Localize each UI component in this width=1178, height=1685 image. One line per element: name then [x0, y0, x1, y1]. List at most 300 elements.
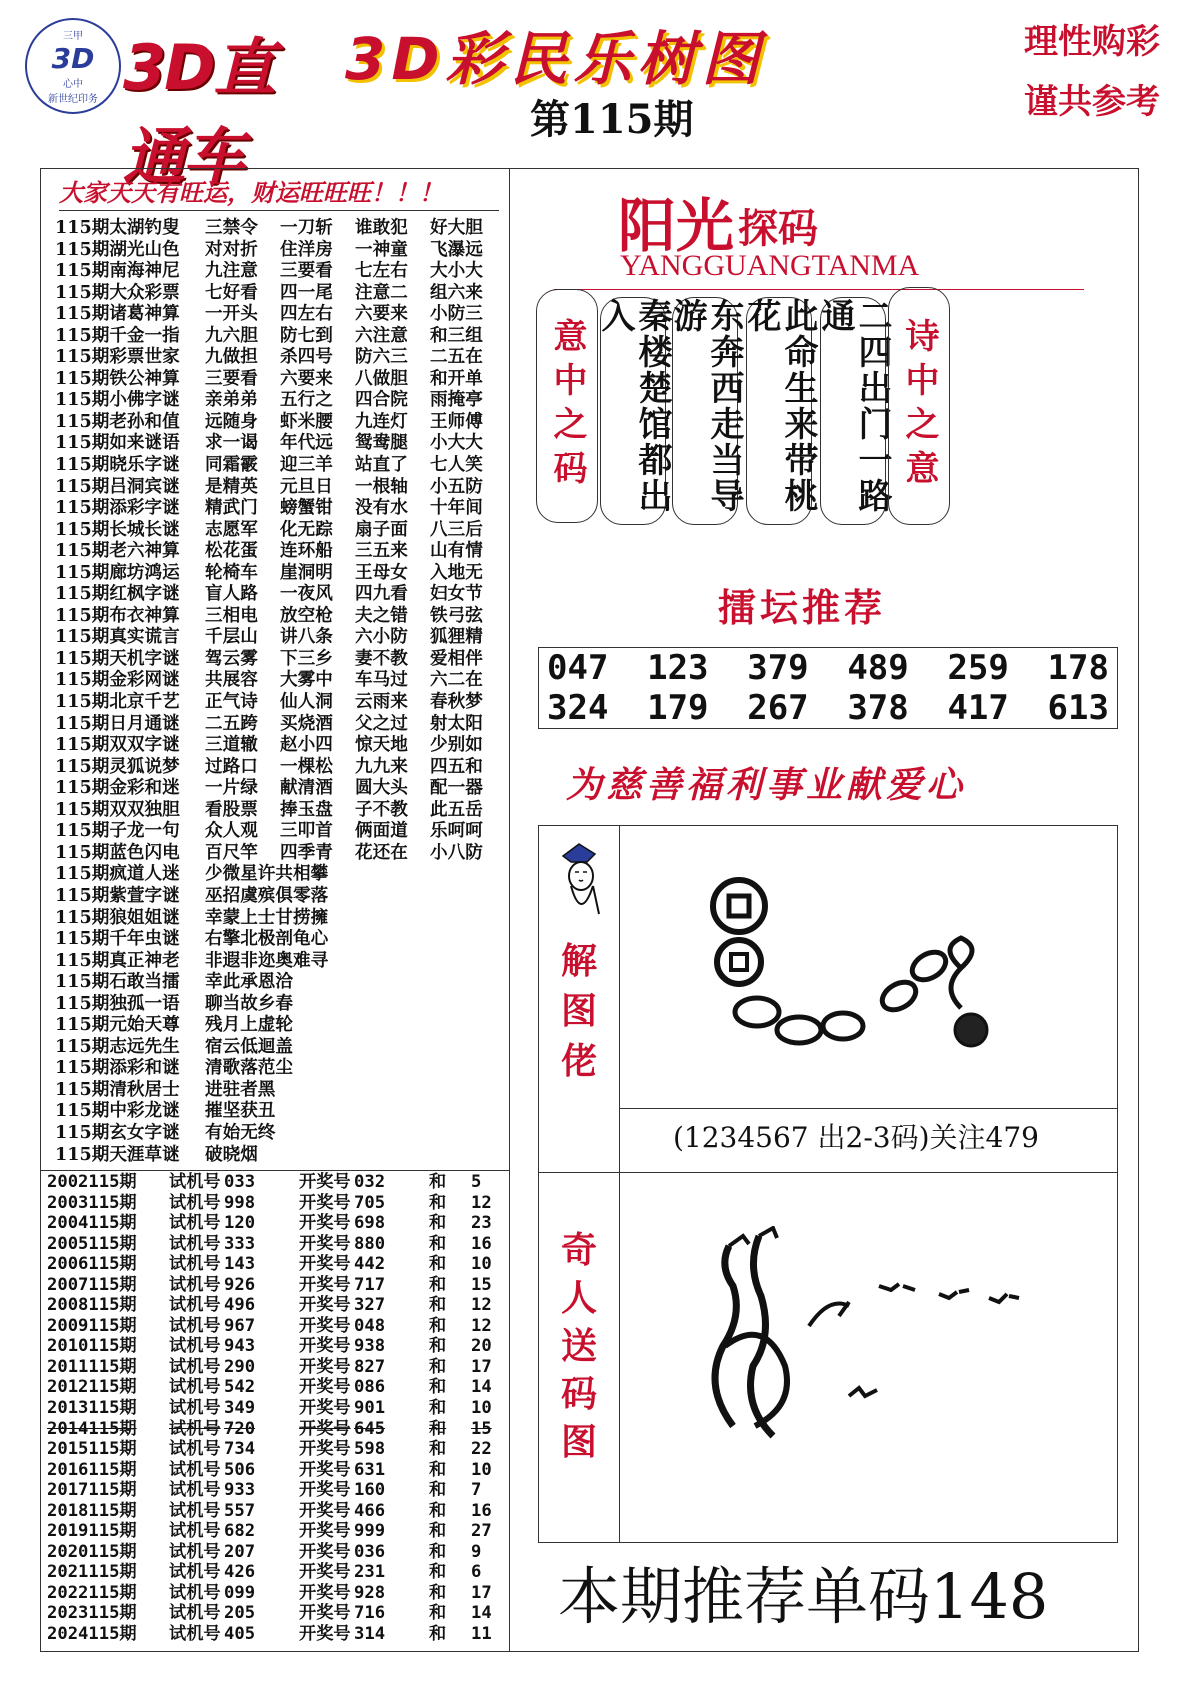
sum-value: 14	[471, 1377, 492, 1398]
riddle-row	[55, 669, 505, 691]
jietu-char: 解	[560, 940, 597, 982]
sum-value: 7	[471, 1480, 482, 1501]
riddle-row	[55, 368, 505, 390]
riddle-clue: 三要看	[280, 260, 333, 282]
riddle-clue: 配一器	[430, 777, 483, 799]
trial-label: 试机号	[169, 1624, 221, 1645]
trial-number: 557	[224, 1500, 256, 1521]
riddle-panel	[40, 168, 510, 1652]
draw-label: 开奖号	[299, 1521, 351, 1542]
riddle-source: 115期疯道人迷	[55, 863, 180, 885]
riddle-clue: 九注意	[205, 260, 258, 282]
trial-number: 205	[224, 1603, 256, 1624]
riddle-source: 115期蓝色闪电	[55, 841, 180, 863]
draw-period: 2019115期	[47, 1521, 137, 1542]
riddle-row	[55, 713, 505, 735]
riddle-clue: 四一尾	[280, 281, 333, 303]
riddle-clue: 防七到	[280, 324, 333, 346]
riddle-clue: 和三组	[430, 324, 483, 346]
tips-panel	[508, 168, 1139, 1652]
poem-col-1	[595, 297, 672, 525]
riddle-source: 115期天涯草谜	[55, 1143, 180, 1165]
recommend-number: 417	[947, 688, 1009, 728]
draw-number: 598	[354, 1439, 386, 1460]
riddle-row	[55, 519, 505, 541]
riddle-clue: 幸此承恩洽	[205, 971, 293, 993]
sum-value: 12	[471, 1192, 492, 1213]
logo-title: 3D直通车	[123, 31, 274, 193]
qiren-char: 码	[560, 1373, 597, 1415]
riddle-row	[55, 1057, 505, 1079]
banner: 大家天天有旺运，财运旺旺旺！！！	[59, 173, 499, 211]
riddle-row	[55, 411, 505, 433]
numbers-row-1	[539, 648, 1117, 688]
draw-number: 442	[354, 1254, 386, 1275]
riddle-row	[55, 1122, 505, 1144]
riddle-row	[55, 820, 505, 842]
draw-row	[47, 1501, 501, 1522]
draw-period: 2004115期	[47, 1213, 137, 1234]
draw-label: 开奖号	[299, 1356, 351, 1377]
draw-row	[47, 1193, 501, 1214]
draw-row	[47, 1377, 501, 1398]
recommend-number: 613	[1047, 688, 1109, 728]
riddle-source: 115期千金一指	[55, 324, 180, 346]
single-code-recommend: 本期推荐单码148	[558, 1560, 1049, 1633]
logo-emblem-bottom-text: 新世纪印务	[48, 94, 98, 105]
riddle-row	[55, 583, 505, 605]
riddle-clue: 好大胆	[430, 217, 483, 238]
riddle-clue: 年代远	[280, 432, 333, 454]
riddle-clue: 元旦日	[280, 475, 333, 497]
riddle-clue: 云雨来	[355, 691, 408, 713]
riddle-clue: 聊当故乡春	[205, 992, 293, 1014]
riddle-source: 115期千年虫谜	[55, 928, 180, 950]
riddle-clue: 防六三	[355, 346, 408, 368]
riddle-clue: 入地无	[430, 561, 483, 583]
draw-period: 2012115期	[47, 1377, 137, 1398]
trial-label: 试机号	[169, 1398, 221, 1419]
riddle-list	[55, 217, 505, 1165]
logo-emblem-3d: 3D	[51, 42, 95, 75]
riddle-clue: 过路口	[205, 755, 258, 777]
riddle-clue: 小防三	[430, 303, 483, 325]
trial-number: 682	[224, 1521, 256, 1542]
sum-label: 和	[429, 1336, 447, 1357]
riddle-clue: 六小防	[355, 626, 408, 648]
riddle-clue: 六二在	[430, 669, 483, 691]
riddle-clue: 住洋房	[280, 238, 333, 260]
riddle-row	[55, 756, 505, 778]
draw-period: 2003115期	[47, 1192, 137, 1213]
sum-label: 和	[429, 1521, 447, 1542]
draw-period: 2011115期	[47, 1356, 137, 1377]
draw-period: 2020115期	[47, 1541, 137, 1562]
riddle-clue: 同霜霰	[205, 454, 258, 476]
riddle-source: 115期添彩字谜	[55, 497, 180, 519]
riddle-source: 115期小佛字谜	[55, 389, 180, 411]
trial-number: 998	[224, 1192, 256, 1213]
riddle-source: 115期添彩和谜	[55, 1057, 180, 1079]
riddle-clue: 四左右	[280, 303, 333, 325]
draw-period: 2022115期	[47, 1582, 137, 1603]
riddle-source: 115期子龙一句	[55, 820, 180, 842]
riddle-clue: 讲八条	[280, 626, 333, 648]
riddle-row	[55, 303, 505, 325]
trial-label: 试机号	[169, 1603, 221, 1624]
hint-text: (1234567 出2-3码)关注479	[673, 1121, 1039, 1154]
riddle-clue: 圆大头	[355, 777, 408, 799]
history-draws-table	[47, 1172, 501, 1645]
draw-period: 2002115期	[47, 1172, 137, 1192]
riddle-row	[55, 497, 505, 519]
riddle-clue: 盲人路	[205, 583, 258, 605]
main-title: 3D彩民乐树图	[345, 25, 766, 93]
sum-label: 和	[429, 1356, 447, 1377]
riddle-source: 115期湖光山色	[55, 238, 180, 260]
sum-value: 10	[471, 1398, 492, 1419]
draw-row	[47, 1542, 501, 1563]
riddle-clue: 四九看	[355, 583, 408, 605]
logo-area	[25, 12, 305, 193]
draw-label: 开奖号	[299, 1398, 351, 1419]
riddle-source: 115期北京千艺	[55, 691, 180, 713]
draw-number: 314	[354, 1624, 386, 1645]
riddle-source: 115期老六神算	[55, 540, 180, 562]
draw-row	[47, 1316, 501, 1337]
draw-number: 032	[354, 1172, 386, 1192]
trial-label: 试机号	[169, 1562, 221, 1583]
riddle-row	[55, 734, 505, 756]
jietu-char: 图	[560, 990, 597, 1032]
riddle-clue: 此五岳	[430, 798, 483, 820]
draw-period: 2014115期	[47, 1418, 137, 1439]
draw-period: 2008115期	[47, 1295, 137, 1316]
draw-row	[47, 1172, 501, 1193]
riddle-clue: 站直了	[355, 454, 408, 476]
recommend-number: 259	[947, 648, 1009, 688]
riddle-clue: 小五防	[430, 475, 483, 497]
riddle-clue: 志愿军	[205, 518, 258, 540]
trial-number: 290	[224, 1356, 256, 1377]
draw-row	[47, 1624, 501, 1645]
draw-number: 160	[354, 1480, 386, 1501]
trial-number: 933	[224, 1480, 256, 1501]
riddle-source: 115期双双独胆	[55, 798, 180, 820]
riddle-row	[55, 648, 505, 670]
sum-value: 12	[471, 1315, 492, 1336]
draw-period: 2007115期	[47, 1274, 137, 1295]
scholar-icon	[553, 842, 605, 922]
jietu-char: 佬	[560, 1040, 597, 1082]
draw-label: 开奖号	[299, 1336, 351, 1357]
draw-label: 开奖号	[299, 1562, 351, 1583]
riddle-clue: 虾米腰	[280, 410, 333, 432]
riddle-source: 115期如来谜语	[55, 432, 180, 454]
crane-birds-drawing	[689, 1226, 1109, 1446]
logo-emblem-right-text: 心中	[63, 79, 83, 90]
riddle-row	[55, 993, 505, 1015]
riddle-clue: 迎三羊	[280, 454, 333, 476]
riddle-clue: 百尺竿	[205, 841, 258, 863]
trial-number: 349	[224, 1398, 256, 1419]
draw-label: 开奖号	[299, 1172, 351, 1192]
riddle-clue: 千层山	[205, 626, 258, 648]
riddle-row	[55, 605, 505, 627]
riddle-source: 115期彩票世家	[55, 346, 180, 368]
riddle-clue: 铁弓弦	[430, 604, 483, 626]
riddle-clue: 共展容	[205, 669, 258, 691]
riddle-clue: 连环船	[280, 540, 333, 562]
trial-number: 143	[224, 1254, 256, 1275]
riddle-source: 115期铁公神算	[55, 367, 180, 389]
riddle-clue: 一刀斩	[280, 217, 333, 238]
draw-label: 开奖号	[299, 1213, 351, 1234]
recommend-numbers	[538, 647, 1118, 729]
draw-period: 2018115期	[47, 1500, 137, 1521]
riddle-clue: 七好看	[205, 281, 258, 303]
draw-number: 928	[354, 1582, 386, 1603]
sum-label: 和	[429, 1603, 447, 1624]
riddle-clue: 三道辙	[205, 734, 258, 756]
draw-period: 2006115期	[47, 1254, 137, 1275]
riddle-clue: 大雾中	[280, 669, 333, 691]
recommend-number: 324	[547, 688, 609, 728]
sum-label: 和	[429, 1480, 447, 1501]
draw-label: 开奖号	[299, 1418, 351, 1439]
draw-period: 2024115期	[47, 1624, 137, 1645]
coin-chain-drawing	[699, 866, 1029, 1076]
draw-label: 开奖号	[299, 1624, 351, 1645]
riddle-clue: 少微星许共相攀	[205, 863, 329, 885]
riddle-row	[55, 842, 505, 864]
trial-number: 926	[224, 1274, 256, 1295]
riddle-row	[55, 260, 505, 282]
sum-value: 16	[471, 1500, 492, 1521]
divider	[41, 1170, 509, 1171]
riddle-row	[55, 476, 505, 498]
draw-label: 开奖号	[299, 1254, 351, 1275]
riddle-clue: 残月上虚轮	[205, 1014, 293, 1036]
riddle-clue: 雨掩亭	[430, 389, 483, 411]
draw-number: 827	[354, 1356, 386, 1377]
trial-label: 试机号	[169, 1500, 221, 1521]
draw-period: 2015115期	[47, 1439, 137, 1460]
riddle-source: 115期金彩和迷	[55, 777, 180, 799]
draw-number: 086	[354, 1377, 386, 1398]
riddle-row	[55, 777, 505, 799]
riddle-clue: 飞瀑远	[430, 238, 483, 260]
trial-label: 试机号	[169, 1541, 221, 1562]
riddle-clue: 八做胆	[355, 367, 408, 389]
trial-number: 405	[224, 1624, 256, 1645]
draw-row	[47, 1521, 501, 1542]
draw-number: 717	[354, 1274, 386, 1295]
trial-label: 试机号	[169, 1192, 221, 1213]
riddle-clue: 大小大	[430, 260, 483, 282]
riddle-source: 115期廊坊鸿运	[55, 561, 180, 583]
sum-value: 10	[471, 1459, 492, 1480]
recommend-number: 378	[847, 688, 909, 728]
sum-value: 14	[471, 1603, 492, 1624]
sum-label: 和	[429, 1172, 447, 1192]
riddle-clue: 九九来	[355, 755, 408, 777]
recommend-number: 123	[647, 648, 709, 688]
picture-box	[538, 825, 1118, 1543]
divider	[554, 289, 1084, 290]
riddle-source: 115期清秋居士	[55, 1078, 180, 1100]
draw-label: 开奖号	[299, 1500, 351, 1521]
riddle-clue: 三要看	[205, 367, 258, 389]
riddle-row	[55, 282, 505, 304]
sum-label: 和	[429, 1459, 447, 1480]
slogan-1: 理性购彩	[1024, 22, 1160, 62]
riddle-row	[55, 239, 505, 261]
riddle-source: 115期老孙和值	[55, 410, 180, 432]
riddle-clue: 乐呵呵	[430, 820, 483, 842]
draw-period: 2010115期	[47, 1336, 137, 1357]
riddle-clue: 下三乡	[280, 647, 333, 669]
draw-label: 开奖号	[299, 1439, 351, 1460]
draw-label: 开奖号	[299, 1192, 351, 1213]
trial-label: 试机号	[169, 1233, 221, 1254]
riddle-clue: 非遐非迩奥难寻	[205, 949, 329, 971]
sum-label: 和	[429, 1562, 447, 1583]
sum-value: 17	[471, 1582, 492, 1603]
trial-label: 试机号	[169, 1521, 221, 1542]
recommend-number: 047	[547, 648, 609, 688]
riddle-row	[55, 928, 505, 950]
riddle-clue: 求一谒	[205, 432, 258, 454]
riddle-clue: 三叩首	[280, 820, 333, 842]
riddle-source: 115期诸葛神算	[55, 303, 180, 325]
draw-period: 2023115期	[47, 1603, 137, 1624]
logo-emblem-left-text: 三甲	[63, 31, 83, 42]
trial-label: 试机号	[169, 1459, 221, 1480]
riddle-row	[55, 799, 505, 821]
issue-number: 第115期	[530, 96, 694, 143]
riddle-clue: 一开头	[205, 303, 258, 325]
sum-label: 和	[429, 1439, 447, 1460]
poem-col-1-text: 秦楼楚馆都出入	[595, 298, 672, 514]
riddle-clue: 四五和	[430, 755, 483, 777]
riddle-clue: 注意二	[355, 281, 408, 303]
poem-col-3	[741, 297, 818, 525]
trial-number: 734	[224, 1439, 256, 1460]
trial-label: 试机号	[169, 1582, 221, 1603]
riddle-clue: 宿云低迴盖	[205, 1035, 293, 1057]
trial-number: 542	[224, 1377, 256, 1398]
riddle-source: 115期布衣神算	[55, 604, 180, 626]
recommend-number: 267	[747, 688, 809, 728]
draw-row	[47, 1583, 501, 1604]
riddle-clue: 一片绿	[205, 777, 258, 799]
draw-number: 705	[354, 1192, 386, 1213]
sum-value: 12	[471, 1295, 492, 1316]
draw-number: 036	[354, 1541, 386, 1562]
riddle-row	[55, 691, 505, 713]
riddle-clue: 射太阳	[430, 712, 483, 734]
draw-label: 开奖号	[299, 1295, 351, 1316]
riddle-source: 115期日月通谜	[55, 712, 180, 734]
draw-label: 开奖号	[299, 1459, 351, 1480]
trial-number: 496	[224, 1295, 256, 1316]
riddle-clue: 春秋梦	[430, 691, 483, 713]
sum-label: 和	[429, 1192, 447, 1213]
trial-label: 试机号	[169, 1172, 221, 1192]
charity-slogan: 为慈善福利事业献爱心	[566, 764, 967, 806]
riddle-clue: 父之过	[355, 712, 408, 734]
draw-row	[47, 1254, 501, 1275]
pinyin-title: YANGGUANGTANMA	[620, 249, 920, 282]
riddle-clue: 精武门	[205, 497, 258, 519]
riddle-row	[55, 950, 505, 972]
recommend-number: 178	[1047, 648, 1109, 688]
riddle-clue: 山有情	[430, 540, 483, 562]
riddle-source: 115期天机字谜	[55, 647, 180, 669]
riddle-source: 115期玄女字谜	[55, 1121, 180, 1143]
riddle-clue: 看股票	[205, 798, 258, 820]
riddle-clue: 清歌落范尘	[205, 1057, 293, 1079]
riddle-clue: 王母女	[355, 561, 408, 583]
scroll-left	[536, 289, 598, 523]
slogan-2: 谨共参考	[1024, 82, 1160, 122]
riddle-clue: 献清酒	[280, 777, 333, 799]
riddle-source: 115期吕洞宾谜	[55, 475, 180, 497]
draw-period: 2013115期	[47, 1398, 137, 1419]
yangguang-title: 阳光	[618, 192, 735, 260]
scroll-right-text: 诗中之意	[899, 318, 939, 494]
draw-row	[47, 1357, 501, 1378]
trial-number: 333	[224, 1233, 256, 1254]
draw-label: 开奖号	[299, 1582, 351, 1603]
riddle-source: 115期真正神老	[55, 949, 180, 971]
draw-label: 开奖号	[299, 1603, 351, 1624]
riddle-clue: 赵小四	[280, 734, 333, 756]
recommend-number: 379	[747, 648, 809, 688]
draw-row	[47, 1275, 501, 1296]
riddle-clue: 俩面道	[355, 820, 408, 842]
riddle-clue: 没有水	[355, 497, 408, 519]
trial-label: 试机号	[169, 1254, 221, 1275]
sum-label: 和	[429, 1213, 447, 1234]
trial-number: 033	[224, 1172, 256, 1192]
draw-period: 2021115期	[47, 1562, 137, 1583]
riddle-source: 115期晓乐字谜	[55, 454, 180, 476]
tanma-title: 探码	[738, 205, 818, 252]
draw-row	[47, 1562, 501, 1583]
sum-value: 27	[471, 1521, 492, 1542]
riddle-clue: 破晓烟	[205, 1143, 258, 1165]
logo-emblem	[25, 18, 121, 114]
riddle-clue: 六注意	[355, 324, 408, 346]
riddle-row	[55, 1144, 505, 1166]
riddle-clue: 一夜风	[280, 583, 333, 605]
draw-row	[47, 1398, 501, 1419]
riddle-clue: 夫之错	[355, 604, 408, 626]
riddle-clue: 八三后	[430, 518, 483, 540]
sum-value: 16	[471, 1233, 492, 1254]
poem-col-4-text: 二四出门一路通	[815, 298, 892, 514]
riddle-source: 115期南海神尼	[55, 260, 180, 282]
trial-label: 试机号	[169, 1336, 221, 1357]
riddle-clue: 对对折	[205, 238, 258, 260]
draw-row	[47, 1295, 501, 1316]
trial-label: 试机号	[169, 1295, 221, 1316]
draw-number: 048	[354, 1315, 386, 1336]
riddle-source: 115期石敢当擂	[55, 971, 180, 993]
jietu-label	[557, 936, 601, 1086]
